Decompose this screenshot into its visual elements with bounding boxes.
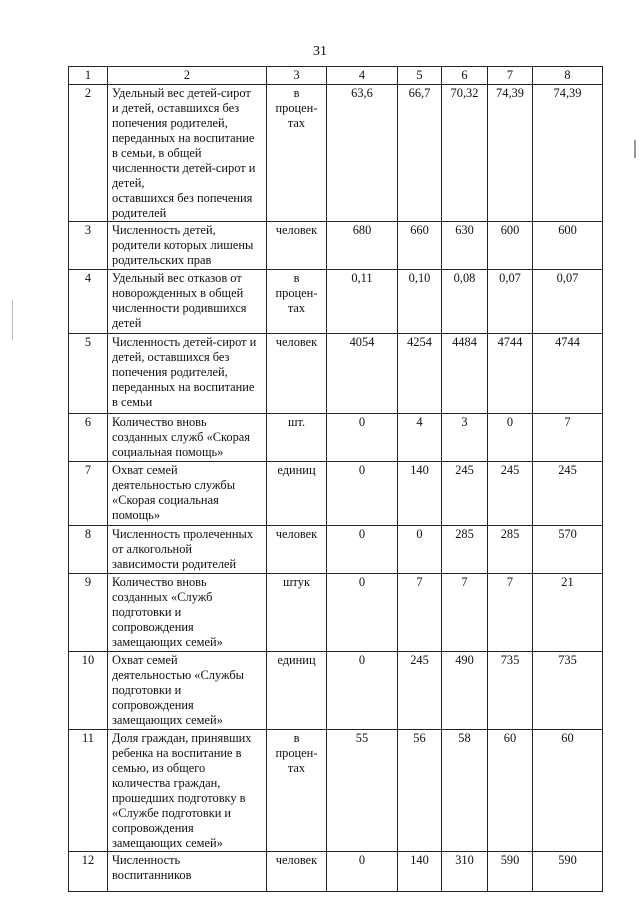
value-cell: 285: [442, 526, 488, 574]
value-cell: 70,32: [442, 85, 488, 222]
unit-of-measure: [267, 222, 327, 270]
unit-of-measure: [267, 270, 327, 334]
unit-line: тах: [287, 761, 306, 775]
indicator-name-line: детей: [112, 316, 142, 330]
header-cell: 2: [108, 67, 267, 85]
indicator-name-line: детей,: [112, 176, 145, 190]
value-cell: 60: [488, 730, 533, 852]
unit-line: человек: [275, 223, 318, 237]
row-number: 8: [69, 526, 108, 574]
page-number: 31: [313, 44, 327, 59]
value-cell: 0: [398, 526, 442, 574]
indicator-name-line: Удельный вес детей-сирот: [112, 86, 251, 100]
indicator-name-line: замещающих семей»: [112, 635, 223, 649]
indicator-name-line: сопровождения: [112, 821, 194, 835]
value-cell: 245: [442, 462, 488, 526]
unit-line: тах: [287, 116, 306, 130]
table-body: [69, 67, 603, 892]
value-cell: 4054: [327, 334, 398, 414]
unit-of-measure: [267, 852, 327, 892]
indicator-name-line: переданных на воспитание: [112, 380, 255, 394]
unit-line: единиц: [277, 653, 316, 667]
value-cell: 4254: [398, 334, 442, 414]
indicator-name-line: замещающих семей»: [112, 713, 223, 727]
table-row: [69, 462, 603, 526]
unit-of-measure: [267, 730, 327, 852]
value-cell: 74,39: [488, 85, 533, 222]
row-number: 3: [69, 222, 108, 270]
table-row: [69, 414, 603, 462]
unit-of-measure: [267, 414, 327, 462]
indicator-name: [108, 652, 267, 730]
indicator-name-line: родители которых лишены: [112, 238, 254, 252]
indicator-name: [108, 462, 267, 526]
unit-of-measure: [267, 526, 327, 574]
value-cell: 4: [398, 414, 442, 462]
value-cell: 245: [533, 462, 603, 526]
indicator-name-line: от алкогольной: [112, 542, 193, 556]
indicator-name-line: Удельный вес отказов от: [112, 271, 242, 285]
row-number: 5: [69, 334, 108, 414]
indicators-table: [68, 66, 603, 892]
indicator-name-line: в семьи: [112, 395, 153, 409]
header-cell: 8: [533, 67, 603, 85]
value-cell: 55: [327, 730, 398, 852]
table-row: [69, 652, 603, 730]
indicator-name-line: оставшихся без попечения: [112, 191, 253, 205]
indicator-name: [108, 270, 267, 334]
table-row: [69, 730, 603, 852]
value-cell: 140: [398, 852, 442, 892]
indicator-name-line: зависимости родителей: [112, 557, 237, 571]
indicator-name: [108, 222, 267, 270]
table-row: [69, 270, 603, 334]
value-cell: 630: [442, 222, 488, 270]
indicator-name-line: деятельностью службы: [112, 478, 236, 492]
header-cell: 6: [442, 67, 488, 85]
indicator-name-line: новорожденных в общей: [112, 286, 244, 300]
header-cell: 7: [488, 67, 533, 85]
value-cell: 0,07: [488, 270, 533, 334]
unit-of-measure: [267, 334, 327, 414]
indicator-name-line: в семьи, в общей: [112, 146, 202, 160]
indicator-name: [108, 85, 267, 222]
indicator-name: [108, 414, 267, 462]
header-cell: 4: [327, 67, 398, 85]
indicator-name-line: переданных на воспитание: [112, 131, 255, 145]
indicator-name-line: Численность детей,: [112, 223, 216, 237]
indicator-name-line: Охват семей: [112, 463, 178, 477]
table-row: [69, 334, 603, 414]
indicator-name: [108, 526, 267, 574]
indicator-name-line: количества граждан,: [112, 776, 221, 790]
value-cell: 0: [488, 414, 533, 462]
unit-line: единиц: [277, 463, 316, 477]
indicator-name-line: семью, из общего: [112, 761, 206, 775]
indicator-name-line: попечения родителей,: [112, 365, 228, 379]
indicator-name-line: родителей: [112, 206, 167, 220]
indicator-name-line: Численность детей-сирот и: [112, 335, 257, 349]
row-number: 11: [69, 730, 108, 852]
value-cell: 0: [327, 414, 398, 462]
value-cell: 0: [327, 526, 398, 574]
header-cell: 1: [69, 67, 108, 85]
unit-line: штук: [282, 575, 310, 589]
indicator-name-line: подготовки и: [112, 605, 182, 619]
indicator-name-line: подготовки и: [112, 683, 182, 697]
value-cell: 735: [533, 652, 603, 730]
scan-margin-mark: [12, 300, 13, 340]
value-cell: 0,11: [327, 270, 398, 334]
value-cell: 600: [533, 222, 603, 270]
value-cell: 7: [398, 574, 442, 652]
row-number: 9: [69, 574, 108, 652]
unit-line: в: [293, 731, 300, 745]
unit-line: в: [293, 271, 300, 285]
value-cell: 66,7: [398, 85, 442, 222]
indicator-name-line: прошедших подготовку в: [112, 791, 246, 805]
unit-line: шт.: [287, 415, 306, 429]
value-cell: 590: [533, 852, 603, 892]
value-cell: 63,6: [327, 85, 398, 222]
value-cell: 140: [398, 462, 442, 526]
table-row: [69, 85, 603, 222]
value-cell: 74,39: [533, 85, 603, 222]
indicator-name-line: «Скорая социальная: [112, 493, 219, 507]
row-number: 10: [69, 652, 108, 730]
unit-line: человек: [275, 335, 318, 349]
value-cell: 310: [442, 852, 488, 892]
value-cell: 4744: [488, 334, 533, 414]
indicator-name: [108, 730, 267, 852]
unit-line: процен-: [275, 286, 318, 300]
indicator-name-line: родительских прав: [112, 253, 212, 267]
unit-line: тах: [287, 301, 306, 315]
table-header-row: [69, 67, 603, 85]
value-cell: 660: [398, 222, 442, 270]
value-cell: 600: [488, 222, 533, 270]
indicator-name-line: созданных «Служб: [112, 590, 213, 604]
header-cell: 5: [398, 67, 442, 85]
value-cell: 4484: [442, 334, 488, 414]
indicator-name-line: «Службе подготовки и: [112, 806, 232, 820]
scan-margin-mark: [634, 140, 636, 158]
indicator-name-line: социальная помощь»: [112, 445, 224, 459]
value-cell: 245: [398, 652, 442, 730]
unit-of-measure: [267, 574, 327, 652]
unit-of-measure: [267, 85, 327, 222]
value-cell: 590: [488, 852, 533, 892]
indicator-name-line: детей, оставшихся без: [112, 350, 230, 364]
indicator-name-line: попечения родителей,: [112, 116, 228, 130]
unit-line: процен-: [275, 101, 318, 115]
value-cell: 680: [327, 222, 398, 270]
value-cell: 285: [488, 526, 533, 574]
indicator-name-line: Численность пролеченных: [112, 527, 254, 541]
value-cell: 0,07: [533, 270, 603, 334]
indicator-name-line: воспитанников: [112, 868, 192, 882]
value-cell: 7: [488, 574, 533, 652]
indicator-name-line: ребенка на воспитание в: [112, 746, 242, 760]
table-row: [69, 526, 603, 574]
unit-line: процен-: [275, 746, 318, 760]
value-cell: 0,10: [398, 270, 442, 334]
row-number: 12: [69, 852, 108, 892]
value-cell: 0: [327, 574, 398, 652]
indicator-name-line: Количество вновь: [112, 575, 207, 589]
indicator-name-line: численности родившихся: [112, 301, 247, 315]
value-cell: 0: [327, 652, 398, 730]
indicator-name-line: созданных служб «Скорая: [112, 430, 251, 444]
indicator-name-line: Количество вновь: [112, 415, 207, 429]
unit-line: человек: [275, 853, 318, 867]
indicator-name-line: сопровождения: [112, 620, 194, 634]
indicator-name-line: Доля граждан, принявших: [112, 731, 252, 745]
unit-line: в: [293, 86, 300, 100]
table-row: [69, 222, 603, 270]
indicator-name-line: сопровождения: [112, 698, 194, 712]
value-cell: 21: [533, 574, 603, 652]
indicator-name: [108, 852, 267, 892]
row-number: 4: [69, 270, 108, 334]
indicator-name-line: замещающих семей»: [112, 836, 223, 850]
value-cell: 0,08: [442, 270, 488, 334]
indicator-name: [108, 574, 267, 652]
value-cell: 0: [327, 462, 398, 526]
value-cell: 4744: [533, 334, 603, 414]
indicator-name-line: помощь»: [112, 508, 161, 522]
indicator-name-line: численности детей-сирот и: [112, 161, 256, 175]
value-cell: 570: [533, 526, 603, 574]
header-cell: 3: [267, 67, 327, 85]
value-cell: 7: [533, 414, 603, 462]
value-cell: 7: [442, 574, 488, 652]
value-cell: 0: [327, 852, 398, 892]
indicator-name-line: деятельностью «Службы: [112, 668, 245, 682]
indicator-name-line: и детей, оставшихся без: [112, 101, 240, 115]
value-cell: 3: [442, 414, 488, 462]
value-cell: 56: [398, 730, 442, 852]
unit-of-measure: [267, 652, 327, 730]
value-cell: 245: [488, 462, 533, 526]
value-cell: 490: [442, 652, 488, 730]
indicator-name-line: Охват семей: [112, 653, 178, 667]
value-cell: 60: [533, 730, 603, 852]
row-number: 6: [69, 414, 108, 462]
row-number: 2: [69, 85, 108, 222]
row-number: 7: [69, 462, 108, 526]
unit-line: человек: [275, 527, 318, 541]
unit-of-measure: [267, 462, 327, 526]
indicator-name: [108, 334, 267, 414]
value-cell: 735: [488, 652, 533, 730]
indicator-name-line: Численность: [112, 853, 181, 867]
table-row: [69, 852, 603, 892]
value-cell: 58: [442, 730, 488, 852]
table-row: [69, 574, 603, 652]
